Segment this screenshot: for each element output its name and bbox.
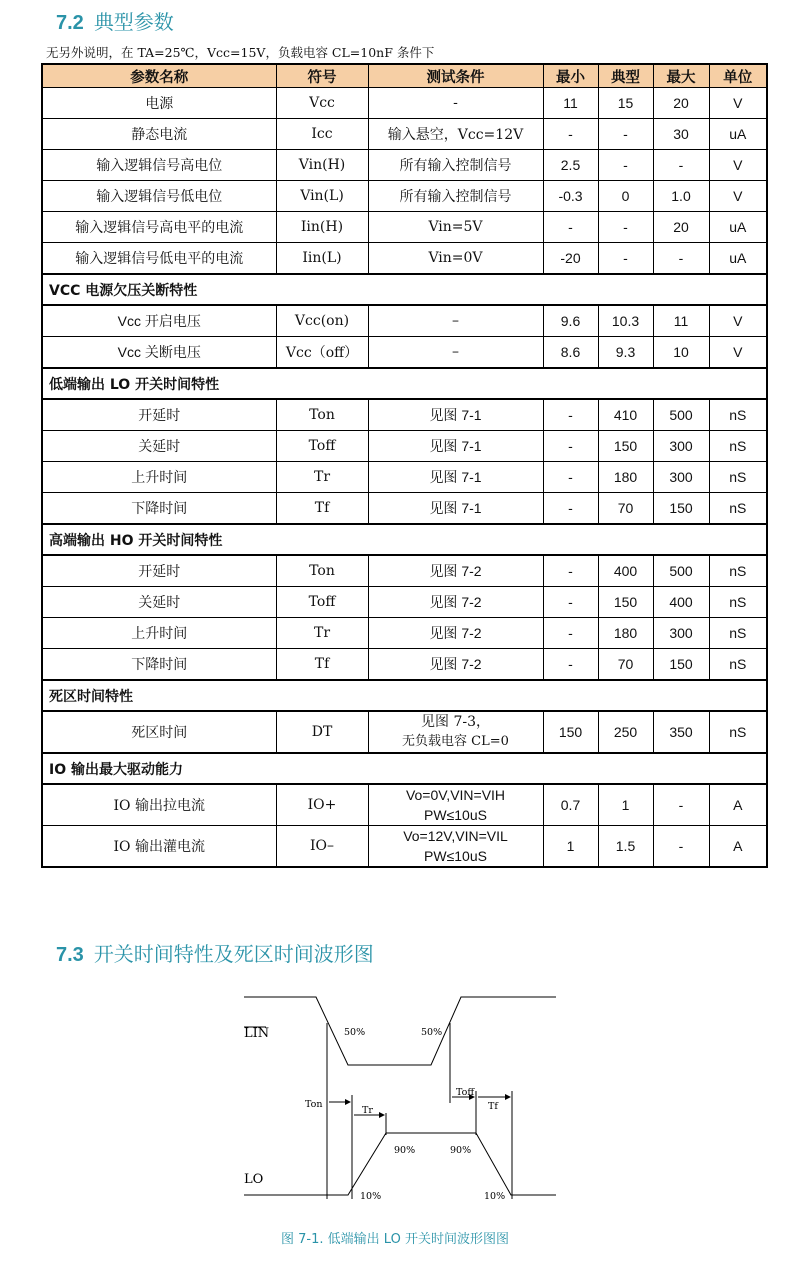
table-cell: - [653, 784, 709, 826]
table-cell: 8.6 [543, 337, 598, 369]
table-cell: 见图 7-1 [368, 462, 543, 493]
table-cell: IO+ [276, 784, 368, 826]
pct90-label: 90% [450, 1145, 472, 1156]
table-cell: 所有输入控制信号 [368, 150, 543, 181]
table-cell: 1 [543, 826, 598, 868]
table-cell: 下降时间 [42, 649, 276, 681]
condition-line: 无负载电容 CL=0 [402, 734, 509, 749]
table-cell: 30 [653, 119, 709, 150]
table-cell: -20 [543, 243, 598, 275]
table-row [42, 119, 767, 150]
table-cell: - [653, 150, 709, 181]
table-cell: - [543, 587, 598, 618]
table-cell: 10.3 [598, 305, 653, 337]
table-row [42, 212, 767, 243]
section-row [42, 680, 767, 711]
table-cell: - [598, 243, 653, 275]
table-cell: Vcc [276, 88, 368, 119]
table-cell: - [543, 493, 598, 525]
ton-label: Ton [305, 1099, 323, 1110]
section-label: 低端输出 LO 开关时间特性 [42, 368, 767, 399]
column-header: 符号 [276, 64, 368, 88]
table-cell: Vin(H) [276, 150, 368, 181]
table-row [42, 711, 767, 753]
table-cell: 1.5 [598, 826, 653, 868]
table-cell: 300 [653, 618, 709, 649]
table-cell: 300 [653, 431, 709, 462]
section-row [42, 524, 767, 555]
table-row [42, 181, 767, 212]
tr-label: Tr [362, 1105, 373, 1116]
table-row [42, 462, 767, 493]
condition-line: 见图 7-3， [421, 714, 490, 730]
table-cell: Vin=0V [368, 243, 543, 275]
table-cell: Icc [276, 119, 368, 150]
column-header: 最小 [543, 64, 598, 88]
table-row [42, 305, 767, 337]
table-cell: 见图 7-2 [368, 649, 543, 681]
table-cell: 15 [598, 88, 653, 119]
tf-label: Tf [488, 1101, 498, 1112]
condition-line: PW≤10uS [424, 848, 487, 864]
section-label: VCC 电源欠压关断特性 [42, 274, 767, 305]
table-cell: Vcc（off） [276, 337, 368, 369]
table-cell: – [368, 305, 543, 337]
condition-line: Vo=0V,VIN=VIH [405, 787, 506, 803]
table-cell: nS [709, 493, 767, 525]
condition-line: Vo=12V,VIN=VIL [403, 828, 508, 844]
table-cell: 0.7 [543, 784, 598, 826]
column-header: 测试条件 [368, 64, 543, 88]
table-cell: 死区时间 [42, 711, 276, 753]
table-cell: V [709, 181, 767, 212]
table-cell: 见图 7-2 [368, 618, 543, 649]
table-cell: nS [709, 399, 767, 431]
table-cell: Tf [276, 493, 368, 525]
table-cell: -0.3 [543, 181, 598, 212]
table-cell: 11 [543, 88, 598, 119]
pct90-label: 90% [394, 1145, 416, 1156]
section-title: 典型参数 [93, 10, 174, 34]
table-cell: 150 [653, 649, 709, 681]
table-cell: 500 [653, 555, 709, 587]
lo-waveform [244, 1133, 556, 1195]
table-cell: - [653, 826, 709, 868]
table-cell: Tf [276, 649, 368, 681]
table-cell: Vin(L) [276, 181, 368, 212]
table-row [42, 399, 767, 431]
table-cell: 1.0 [653, 181, 709, 212]
table-cell: 2.5 [543, 150, 598, 181]
table-row [42, 493, 767, 525]
section-title: 开关时间特性及死区时间波形图 [93, 942, 374, 966]
table-cell: 开延时 [42, 555, 276, 587]
table-cell: 见图 7-1 [368, 493, 543, 525]
table-cell: - [598, 119, 653, 150]
section-row [42, 368, 767, 399]
table-body [42, 88, 767, 868]
table-cell: nS [709, 431, 767, 462]
table-cell: 400 [653, 587, 709, 618]
table-cell: V [709, 150, 767, 181]
table-cell: 350 [653, 711, 709, 753]
table-cell: 开延时 [42, 399, 276, 431]
table-cell: A [709, 826, 767, 868]
column-header: 最大 [653, 64, 709, 88]
section-7-2-heading [56, 6, 174, 35]
table-cell: 输入逻辑信号高电位 [42, 150, 276, 181]
table-cell: – [368, 337, 543, 369]
table-cell: 180 [598, 618, 653, 649]
table-cell: - [543, 618, 598, 649]
pct10-label: 10% [360, 1191, 382, 1202]
table-cell: 10 [653, 337, 709, 369]
table-cell: 70 [598, 649, 653, 681]
table-cell: 输入逻辑信号低电位 [42, 181, 276, 212]
column-header: 单位 [709, 64, 767, 88]
toff-label: Toff [456, 1087, 475, 1098]
table-cell: Tr [276, 618, 368, 649]
table-cell: Tr [276, 462, 368, 493]
table-row [42, 431, 767, 462]
table-cell: 静态电流 [42, 119, 276, 150]
table-cell: nS [709, 649, 767, 681]
table-row [42, 618, 767, 649]
table-cell: nS [709, 618, 767, 649]
table-cell: Iin(L) [276, 243, 368, 275]
table-row [42, 649, 767, 681]
table-cell: 150 [598, 587, 653, 618]
table-cell [368, 784, 543, 826]
table-cell: IO– [276, 826, 368, 868]
table-cell: - [543, 119, 598, 150]
table-row [42, 587, 767, 618]
pct50-label: 50% [421, 1027, 443, 1038]
table-cell: 180 [598, 462, 653, 493]
table-cell: uA [709, 119, 767, 150]
table-header-row [42, 64, 767, 88]
table-cell [368, 826, 543, 868]
table-cell: 410 [598, 399, 653, 431]
table-cell: 所有输入控制信号 [368, 181, 543, 212]
table-cell: 见图 7-1 [368, 431, 543, 462]
table-cell: - [543, 462, 598, 493]
table-cell: 输入逻辑信号高电平的电流 [42, 212, 276, 243]
table-cell: - [653, 243, 709, 275]
table-cell: 输入悬空，Vcc=12V [368, 119, 543, 150]
column-header: 典型 [598, 64, 653, 88]
table-row [42, 784, 767, 826]
table-cell: 20 [653, 88, 709, 119]
table-cell: 1 [598, 784, 653, 826]
table-cell: 11 [653, 305, 709, 337]
table-cell: 500 [653, 399, 709, 431]
table-cell: 150 [543, 711, 598, 753]
table-cell: Vcc 关断电压 [42, 337, 276, 369]
table-cell: nS [709, 587, 767, 618]
table-cell: Vcc(on) [276, 305, 368, 337]
table-cell: Vcc 开启电压 [42, 305, 276, 337]
table-cell: 上升时间 [42, 618, 276, 649]
table-cell: 关延时 [42, 431, 276, 462]
table-cell: 150 [653, 493, 709, 525]
table-cell: 150 [598, 431, 653, 462]
table-cell: 见图 7-2 [368, 555, 543, 587]
table-cell: - [368, 88, 543, 119]
table-cell: 0 [598, 181, 653, 212]
lo-label: LO [244, 1172, 264, 1187]
table-cell: nS [709, 555, 767, 587]
table-cell: DT [276, 711, 368, 753]
table-cell: - [543, 555, 598, 587]
table-cell: Ton [276, 555, 368, 587]
table-cell: 电源 [42, 88, 276, 119]
section-7-3-heading [56, 938, 374, 967]
table-cell: 下降时间 [42, 493, 276, 525]
table-cell: - [598, 150, 653, 181]
table-cell: - [543, 649, 598, 681]
table-cell: V [709, 337, 767, 369]
table-cell: nS [709, 462, 767, 493]
section-number: 7.2 [56, 12, 84, 34]
section-number: 7.3 [56, 944, 84, 966]
table-cell: Iin(H) [276, 212, 368, 243]
table-row [42, 88, 767, 119]
table-cell: - [598, 212, 653, 243]
table-row [42, 150, 767, 181]
table-cell: - [543, 212, 598, 243]
table-cell: IO 输出拉电流 [42, 784, 276, 826]
table-cell: V [709, 88, 767, 119]
table-cell: Vin=5V [368, 212, 543, 243]
table-cell: 9.3 [598, 337, 653, 369]
table-cell: uA [709, 212, 767, 243]
table-cell: 输入逻辑信号低电平的电流 [42, 243, 276, 275]
table-cell: nS [709, 711, 767, 753]
table-cell: Toff [276, 431, 368, 462]
table-cell: 见图 7-1 [368, 399, 543, 431]
table-row [42, 826, 767, 868]
parameter-table [41, 63, 768, 868]
table-cell: 9.6 [543, 305, 598, 337]
condition-line: PW≤10uS [424, 807, 487, 823]
section-label: IO 输出最大驱动能力 [42, 753, 767, 784]
section-row [42, 274, 767, 305]
table-cell: - [543, 399, 598, 431]
table-cell: Toff [276, 587, 368, 618]
section-row [42, 753, 767, 784]
table-cell: 70 [598, 493, 653, 525]
table-cell: 250 [598, 711, 653, 753]
table-cell: 关延时 [42, 587, 276, 618]
table-cell: V [709, 305, 767, 337]
table-row [42, 243, 767, 275]
lin-waveform [244, 997, 556, 1065]
table-row [42, 555, 767, 587]
table-row [42, 337, 767, 369]
lin-label: LIN [244, 1026, 270, 1041]
pct10-label: 10% [484, 1191, 506, 1202]
section-label: 高端输出 HO 开关时间特性 [42, 524, 767, 555]
table-cell: 300 [653, 462, 709, 493]
figure-caption: 图 7-1. 低端输出 LO 开关时间波形图图 [281, 1232, 509, 1247]
section-label: 死区时间特性 [42, 680, 767, 711]
table-cell: uA [709, 243, 767, 275]
table-cell: 上升时间 [42, 462, 276, 493]
table-cell [368, 711, 543, 753]
table-cell: Ton [276, 399, 368, 431]
table-cell: IO 输出灌电流 [42, 826, 276, 868]
table-cell: - [543, 431, 598, 462]
pct50-label: 50% [344, 1027, 366, 1038]
column-header: 参数名称 [42, 64, 276, 88]
test-conditions: 无另外说明，在 TA=25℃，Vcc=15V，负载电容 CL=10nF 条件下 [46, 45, 435, 60]
table-cell: 20 [653, 212, 709, 243]
table-cell: 见图 7-2 [368, 587, 543, 618]
switching-waveform-figure [236, 985, 566, 1205]
table-cell: A [709, 784, 767, 826]
table-cell: 400 [598, 555, 653, 587]
